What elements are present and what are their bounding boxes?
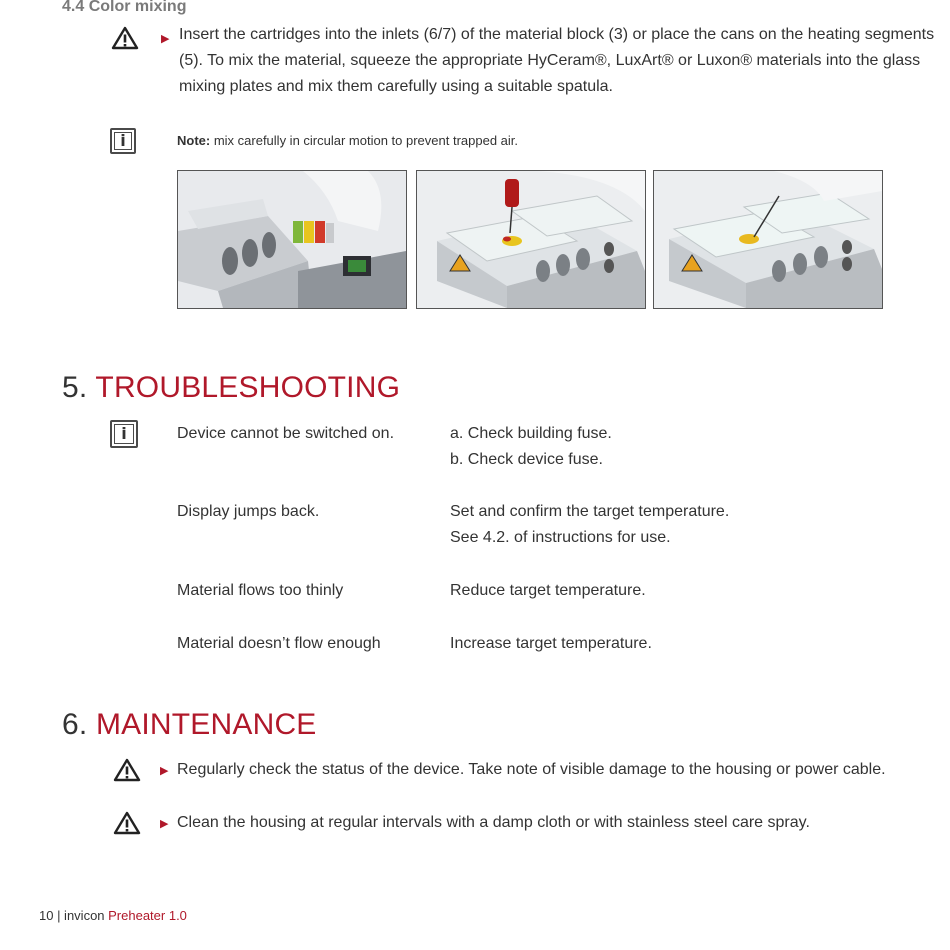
problem-text: Device cannot be switched on.	[177, 425, 395, 442]
problem-text: Material flows too thinly	[177, 582, 344, 599]
arrow-bullet-icon: ▶	[160, 818, 169, 830]
section-4-4-heading: 4.4 Color mixing	[62, 0, 187, 15]
solution-text	[450, 421, 612, 473]
maintenance-item: Regularly check the status of the device. Take note of visible damage to the housing or power cable.	[177, 761, 886, 778]
info-box-icon: i	[110, 128, 136, 154]
section-title: MAINTENANCE	[95, 708, 317, 741]
instruction-line: Insert the cartridges into the inlets (6/7) of the material block (3) or place the cans on the heating segments	[179, 26, 935, 43]
maintenance-item: Clean the housing at regular intervals with a damp cloth or with stainless steel care spray.	[177, 814, 810, 831]
problem-text: Material doesn’t flow enough	[177, 635, 381, 652]
info-box-icon: i	[110, 420, 138, 448]
product-name: Preheater 1.0	[108, 908, 187, 923]
note-body: mix carefully in circular motion to prevent trapped air.	[210, 133, 519, 148]
note-label: Note:	[177, 133, 211, 148]
color-mixing-instructions	[179, 22, 944, 100]
instruction-line: mixing plates and mix them carefully using a suitable spatula.	[179, 78, 613, 95]
section-number: 5.	[62, 371, 96, 404]
maintenance-heading	[62, 708, 317, 742]
section-number: 6.	[62, 708, 96, 741]
page-number: 10 | invicon	[39, 908, 109, 923]
solution-text	[450, 631, 652, 657]
photo-squeezing-material	[416, 170, 646, 309]
solution-line: Set and confirm the target temperature.	[450, 503, 730, 520]
solution-text	[450, 499, 729, 551]
photo-cartridge-insertion	[177, 170, 407, 309]
warning-triangle-icon	[111, 26, 139, 50]
instruction-line: (5). To mix the material, squeeze the appropriate HyCeram®, LuxArt® or Luxon® materials into the glass	[179, 52, 921, 69]
warning-triangle-icon	[113, 811, 141, 835]
arrow-bullet-icon: ▶	[160, 765, 169, 777]
photo-mixing-spatula	[653, 170, 883, 309]
page-footer	[39, 908, 187, 923]
solution-line: See 4.2. of instructions for use.	[450, 529, 671, 546]
solution-line: Reduce target temperature.	[450, 582, 646, 599]
section-title: TROUBLESHOOTING	[95, 371, 401, 404]
solution-line: a. Check building fuse.	[450, 425, 612, 442]
problem-text: Display jumps back.	[177, 503, 320, 520]
solution-line: b. Check device fuse.	[450, 451, 603, 468]
solution-text	[450, 578, 646, 604]
troubleshooting-heading	[62, 371, 400, 405]
solution-line: Increase target temperature.	[450, 635, 652, 652]
note-text	[177, 133, 518, 148]
arrow-bullet-icon: ▶	[161, 33, 170, 45]
warning-triangle-icon	[113, 758, 141, 782]
